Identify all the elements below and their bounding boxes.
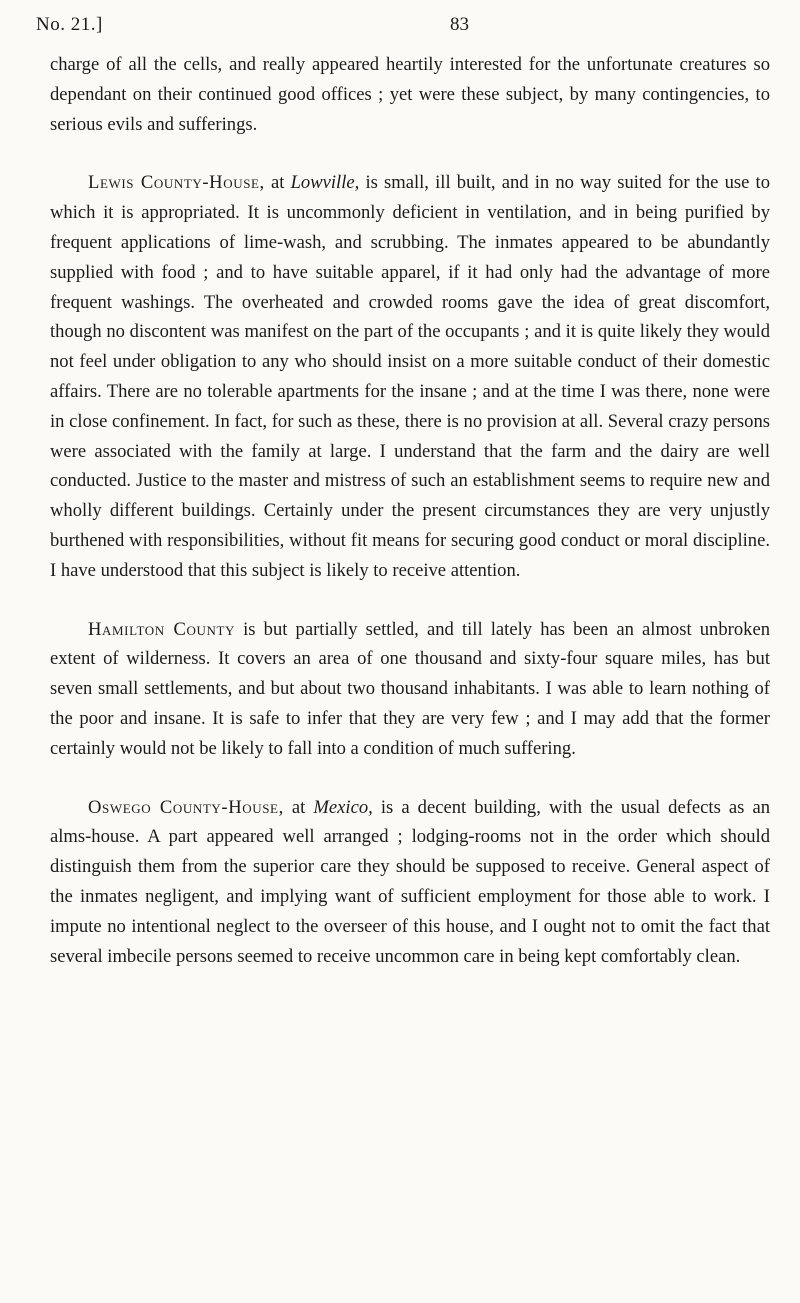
paragraph-text: charge of all the cells, and really appeared heartily interested for the unfortunate creatures so dependant on their continued good offices ; yet were these subject, by many contingencies, to serious evils and sufferings.	[50, 54, 770, 135]
paragraph-continuation	[50, 50, 770, 139]
paragraph-text: is but partially settled, and till lately has been an almost unbroken extent of wilderness. It covers an area of one thousand and sixty-four square miles, has but seven small settlements, and but about two thousand inhabitants. I was able to learn nothing of the poor and insane. It is safe to infer that they are very few ; and I may add that the former certainly would not be likely to fall into a condition of much suffering.	[50, 618, 770, 759]
paragraph-lewis-county	[50, 168, 770, 585]
paragraph-hamilton-county	[50, 615, 770, 764]
running-header	[36, 14, 800, 44]
body-text	[50, 50, 770, 971]
paragraph-text: is small, ill built, and in no way suited for the use to which it is appropriated. It is uncommonly deficient in ventilation, and in being purified by frequent applications of lime-wash, and scrubbing. The inmates appeared to be abundantly supplied with food ; and to have suitable apparel, if it had only had the advantage of more frequent washings. The overheated and crowded rooms gave the idea of great discomfort, though no discontent was manifest on the part of the occupants ; and it is quite likely they would not feel under obligation to any who should insist on a more suitable conduct of their domestic affairs. There are no tolerable apartments for the insane ; and at the time I was there, none were in close confinement. In fact, for such as these, there is no provision at all. Several crazy persons were associated with the family at large. I understand that the farm and the dairy are well conducted. Justice to the master and mistress of such an establishment seems to require new and wholly different buildings. Certainly under the present circumstances they are very unjustly burthened with responsibilities, without fit means for securing good conduct or moral discipline. I have understood that this subject is likely to receive attention.	[50, 172, 770, 581]
paragraph-lead: Lewis County-House,	[88, 172, 265, 194]
section-number: No. 21.]	[36, 14, 103, 35]
paragraph-place: Lowville,	[290, 172, 360, 194]
paragraph-connector: at	[264, 172, 291, 194]
paragraph-oswego-county	[50, 793, 770, 972]
page-number: 83	[450, 14, 469, 35]
paragraph-text: is a decent building, with the usual defects as an alms-house. A part appeared well arranged ; lodging-rooms not in the order which should distinguish them from the superior care they should be supposed to receive. General aspect of the inmates negligent, and implying want of sufficient employment for those able to work. I impute no intentional neglect to the overseer of this house, and I ought not to omit the fact that several imbecile persons seemed to receive uncommon care in being kept comfortably clean.	[50, 796, 771, 967]
paragraph-lead: Hamilton County	[88, 618, 235, 640]
paragraph-place: Mexico,	[313, 796, 373, 818]
paragraph-connector: at	[283, 796, 314, 818]
paragraph-lead: Oswego County-House,	[88, 796, 284, 818]
